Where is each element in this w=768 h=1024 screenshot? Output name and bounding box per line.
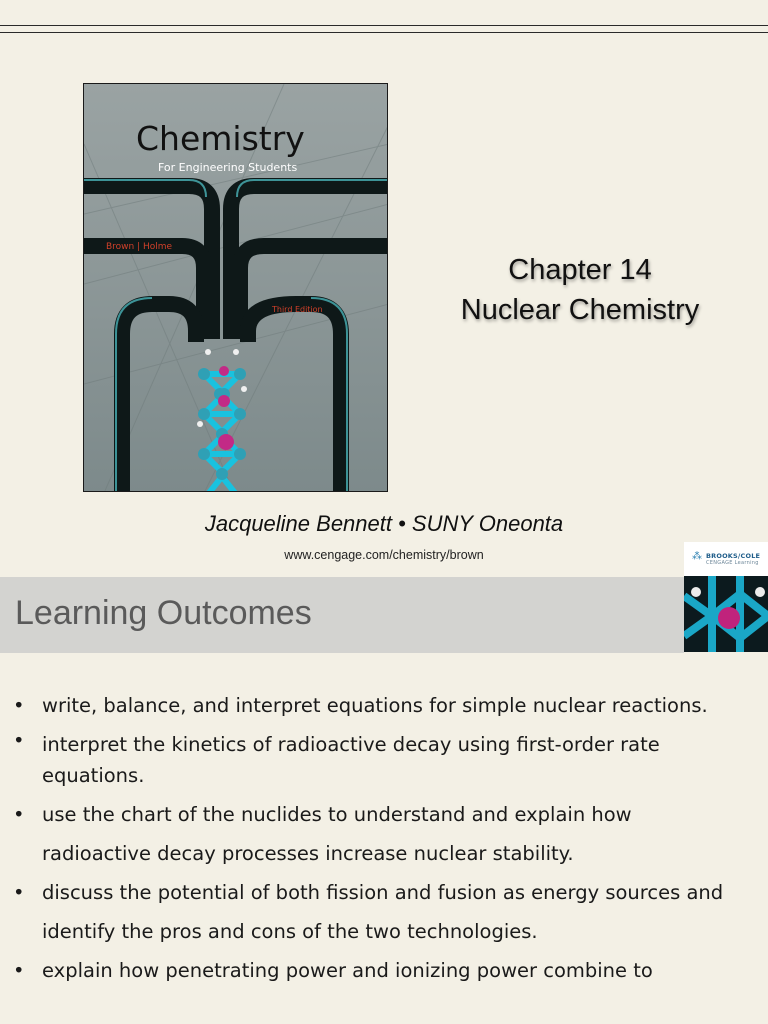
cover-title: Chemistry [136, 119, 305, 158]
publisher-mark-icon: ⁂ [692, 551, 702, 562]
author-line: Jacqueline Bennett • SUNY Oneonta [204, 511, 564, 536]
cover-authors: Brown | Holme [106, 242, 173, 252]
publisher-subname: CENGAGE Learning [706, 560, 759, 566]
molecule-thumbnail [684, 576, 768, 652]
chapter-number: Chapter 14 [508, 254, 652, 286]
outcome-text: explain how penetrating power and ionizing power combine to [42, 959, 653, 982]
outcome-item [0, 795, 738, 873]
chapter-title: Nuclear Chemistry [460, 294, 700, 326]
section-title: Learning Outcomes [15, 594, 312, 632]
outcome-text: interpret the kinetics of radioactive decay using first-order rate equations. [42, 733, 660, 787]
outcome-text: discuss the potential of both fission and fusion as energy sources and identify the pros and cons of the two technologies. [42, 881, 724, 943]
publisher-logo [684, 542, 768, 576]
top-rule [0, 25, 768, 26]
bullet: • [13, 959, 25, 982]
cover-edition: Third Edition [272, 305, 323, 314]
outcome-item [0, 873, 738, 951]
book-url[interactable]: www.cengage.com/chemistry/brown [284, 548, 484, 562]
outcome-item [0, 686, 738, 725]
top-rule-inner [0, 32, 768, 33]
chapter-heading [420, 250, 740, 330]
outcome-item [0, 725, 738, 795]
cover-subtitle: For Engineering Students [158, 161, 298, 174]
bullet: • [13, 694, 25, 717]
bullet: • [13, 803, 25, 826]
outcome-item [0, 951, 738, 990]
bullet: • [13, 729, 25, 752]
cover-artwork [84, 84, 388, 492]
bullet: • [13, 881, 25, 904]
publisher-name: BROOKS/COLE [706, 552, 761, 560]
book-cover [83, 83, 388, 492]
outcome-text: use the chart of the nuclides to understand and explain how radioactive decay processes increase nuclear stability. [42, 803, 632, 865]
outcome-text: write, balance, and interpret equations for simple nuclear reactions. [42, 694, 708, 717]
outcomes-list [0, 686, 768, 990]
